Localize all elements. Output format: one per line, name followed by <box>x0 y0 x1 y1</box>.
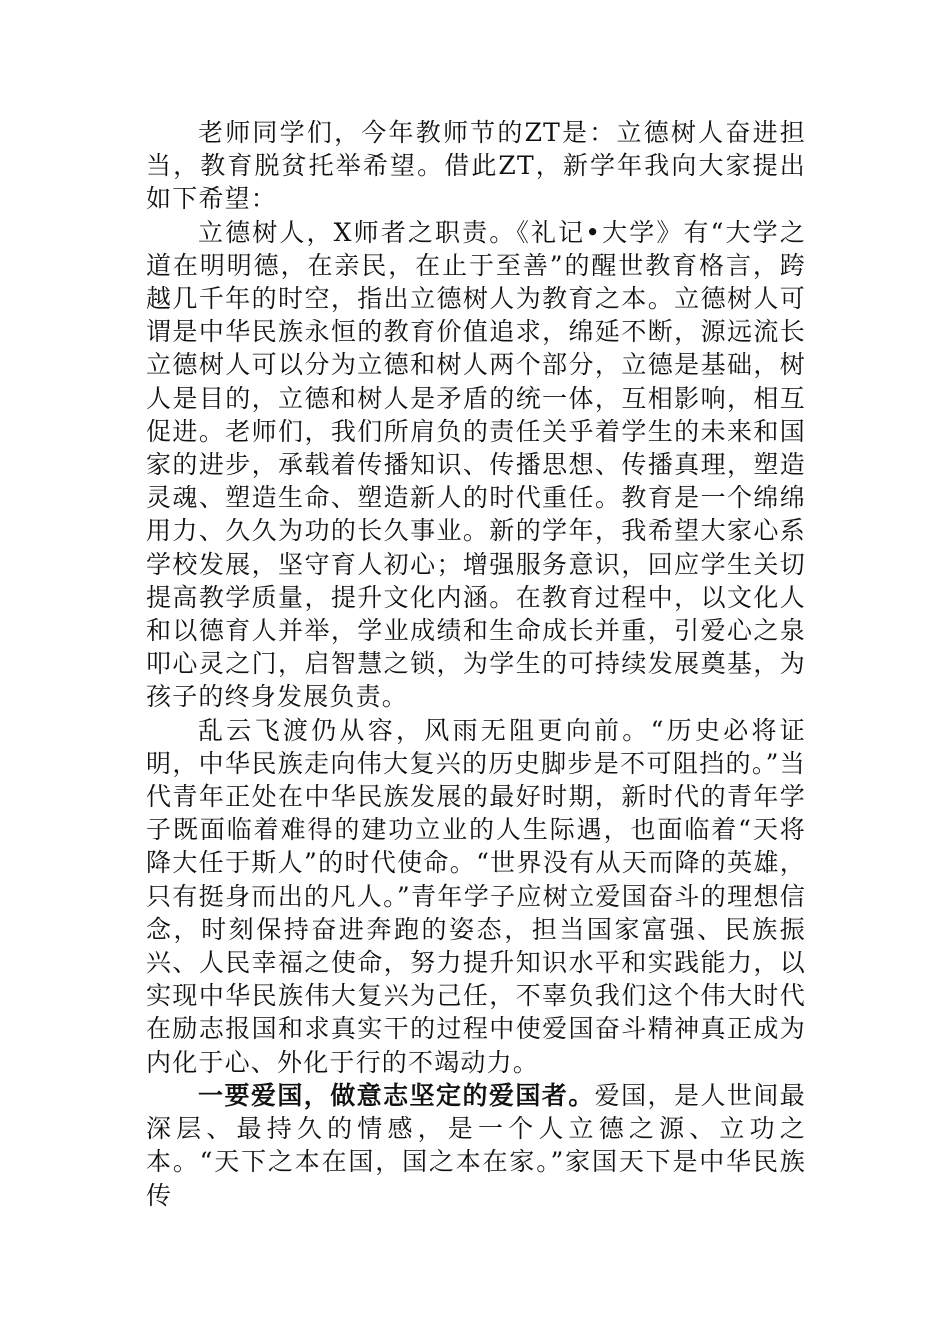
body-text <box>146 116 806 1212</box>
paragraph-lead-bold: 一要爱国，做意志坚定的爱国者。 <box>198 1080 595 1110</box>
paragraph-intro <box>146 116 806 216</box>
paragraph-text: 爱国，是人世间最深层、最持久的情感，是一个人立德之源、立功之本。“天下之本在国，国之本在家。”家国天下是中华民族传 <box>146 1080 806 1210</box>
paragraph-youth-mission <box>146 714 806 1079</box>
paragraph-moral-education <box>146 216 806 714</box>
paragraph-text: 乱云飞渡仍从容，风雨无阻更向前。“历史必将证明，中华民族走向伟大复兴的历史脚步是不可阻挡的。”当代青年正处在中华民族发展的最好时期，新时代的青年学子既面临着难得的建功立业的人生际遇，也面临着“天将降大任于斯人”的时代使命。“世界没有从天而降的英雄，只有挺身而出的凡人。”青年学子应树立爱国奋斗的理想信念，时刻保持奋进奔跑的姿态，担当国家富强、民族振兴、人民幸福之使命，努力提升知识水平和实践能力，以实现中华民族伟大复兴为己任，不辜负我们这个伟大时代在励志报国和求真实干的过程中使爱国奋斗精神真正成为内化于心、外化于行的不竭动力。 <box>146 715 806 1077</box>
paragraph-text: 老师同学们，今年教师节的ZT是：立德树人奋进担当，教育脱贫托举希望。借此ZT，新学年我向大家提出如下希望： <box>146 118 806 214</box>
paragraph-patriotism <box>146 1079 806 1212</box>
paragraph-text: 立德树人，X师者之职责。《礼记•大学》有“大学之道在明明德，在亲民，在止于至善”的醒世教育格言，跨越几千年的时空，指出立德树人为教育之本。立德树人可谓是中华民族永恒的教育价值追求，绵延不断，源远流长立德树人可以分为立德和树人两个部分，立德是基础，树人是目的，立德和树人是矛盾的统一体，互相影响，相互促进。老师们，我们所肩负的责任关乎着学生的未来和国家的进步，承载着传播知识、传播思想、传播真理，塑造灵魂、塑造生命、塑造新人的时代重任。教育是一个绵绵用力、久久为功的长久事业。新的学年，我希望大家心系学校发展，坚守育人初心；增强服务意识，回应学生关切提高教学质量，提升文化内涵。在教育过程中，以文化人和以德育人并举，学业成绩和生命成长并重，引爱心之泉叩心灵之门，启智慧之锁，为学生的可持续发展奠基，为孩子的终身发展负责。 <box>146 217 806 712</box>
